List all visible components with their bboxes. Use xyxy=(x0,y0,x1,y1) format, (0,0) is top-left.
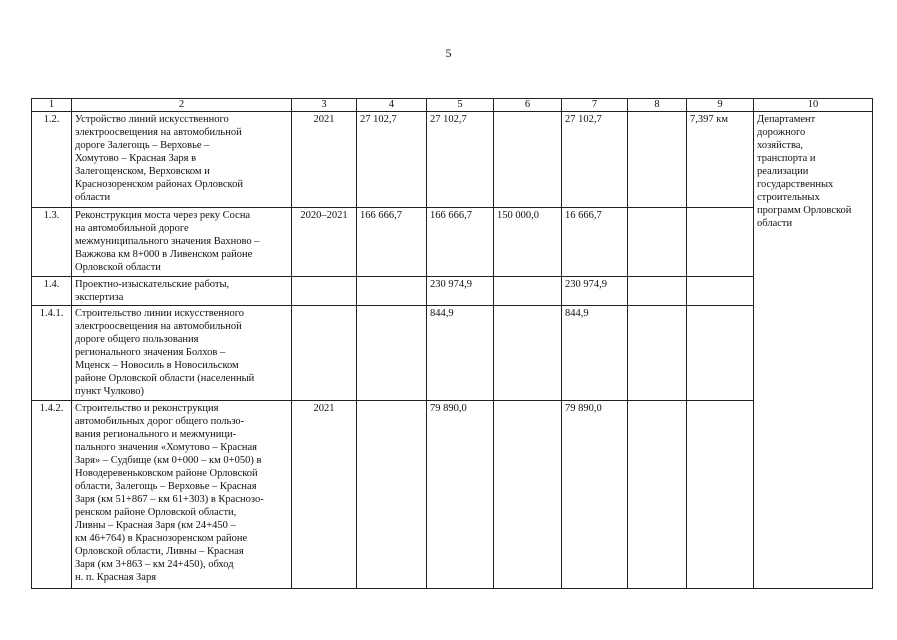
col-6-value xyxy=(494,401,562,589)
item-year: 2021 xyxy=(292,401,357,589)
header-row xyxy=(32,99,873,112)
col-6-value: 150 000,0 xyxy=(494,208,562,277)
item-name: Строительство и реконструкция автомобильных дорог общего пользо- вания регионального и межмуници- пального значения «Хомутово – Красная Заря» – Судбище (км 0+000 – км 0+050) в Новодеревеньковском районе Орловской области, Залегощь – Верховье – Красная Заря (км 51+867 – км 61+303) в Краснозо- ренском районе Орловской области, Ливны – Красная Заря (км 24+450 – км 46+764) в Краснозоренском районе Орловской области, Ливны – Красная Заря (км 3+863 – км 24+450), обход н. п. Красная Заря xyxy=(72,401,292,589)
col-4-value xyxy=(357,277,427,306)
header-cell: 7 xyxy=(562,99,628,112)
col-4-value: 27 102,7 xyxy=(357,112,427,208)
col-7-value: 79 890,0 xyxy=(562,401,628,589)
item-number: 1.4.2. xyxy=(32,401,72,589)
header-cell: 4 xyxy=(357,99,427,112)
col-7-value: 230 974,9 xyxy=(562,277,628,306)
item-number: 1.4. xyxy=(32,277,72,306)
col-8-value xyxy=(628,112,687,208)
col-5-value: 27 102,7 xyxy=(427,112,494,208)
table-row xyxy=(32,112,873,208)
header-cell: 9 xyxy=(687,99,754,112)
col-7-value: 844,9 xyxy=(562,306,628,401)
col-4-value xyxy=(357,401,427,589)
header-cell: 8 xyxy=(628,99,687,112)
item-name: Реконструкция моста через реку Сосна на автомобильной дороге межмуниципального значения Вахново – Важжова км 8+000 в Ливенском районе Орловской области xyxy=(72,208,292,277)
table-row xyxy=(32,277,873,306)
item-number: 1.3. xyxy=(32,208,72,277)
col-8-value xyxy=(628,208,687,277)
header-cell: 5 xyxy=(427,99,494,112)
col-9-value xyxy=(687,277,754,306)
item-number: 1.2. xyxy=(32,112,72,208)
table-row xyxy=(32,208,873,277)
header-cell: 6 xyxy=(494,99,562,112)
col-6-value xyxy=(494,277,562,306)
col-4-value xyxy=(357,306,427,401)
col-5-value: 230 974,9 xyxy=(427,277,494,306)
col-9-value: 7,397 км xyxy=(687,112,754,208)
responsible-department: Департамент дорожного хозяйства, транспорта и реализации государственных строительных программ Орловской области xyxy=(754,112,873,589)
item-year: 2021 xyxy=(292,112,357,208)
item-name: Устройство линий искусственного электроосвещения на автомобильной дороге Залегощь – Верховье – Хомутово – Красная Заря в Залегощенском, Верховском и Краснозоренском районах Орловской области xyxy=(72,112,292,208)
col-7-value: 16 666,7 xyxy=(562,208,628,277)
col-9-value xyxy=(687,208,754,277)
col-5-value: 166 666,7 xyxy=(427,208,494,277)
header-cell: 1 xyxy=(32,99,72,112)
col-9-value xyxy=(687,306,754,401)
col-5-value: 79 890,0 xyxy=(427,401,494,589)
item-name: Проектно-изыскательские работы, экспертиза xyxy=(72,277,292,306)
table-row xyxy=(32,306,873,401)
page-number: 5 xyxy=(445,46,452,60)
item-year xyxy=(292,306,357,401)
item-year: 2020–2021 xyxy=(292,208,357,277)
program-table xyxy=(31,98,873,589)
col-4-value: 166 666,7 xyxy=(357,208,427,277)
col-5-value: 844,9 xyxy=(427,306,494,401)
col-6-value xyxy=(494,306,562,401)
table-row xyxy=(32,401,873,589)
item-number: 1.4.1. xyxy=(32,306,72,401)
header-cell: 2 xyxy=(72,99,292,112)
col-8-value xyxy=(628,306,687,401)
col-9-value xyxy=(687,401,754,589)
col-7-value: 27 102,7 xyxy=(562,112,628,208)
col-6-value xyxy=(494,112,562,208)
item-name: Строительство линии искусственного электроосвещения на автомобильной дороге общего пользования регионального значения Болхов – Мценск – Новосиль в Новосильском районе Орловской области (населенный пункт Чулково) xyxy=(72,306,292,401)
header-cell: 3 xyxy=(292,99,357,112)
col-8-value xyxy=(628,401,687,589)
col-8-value xyxy=(628,277,687,306)
item-year xyxy=(292,277,357,306)
header-cell: 10 xyxy=(754,99,873,112)
